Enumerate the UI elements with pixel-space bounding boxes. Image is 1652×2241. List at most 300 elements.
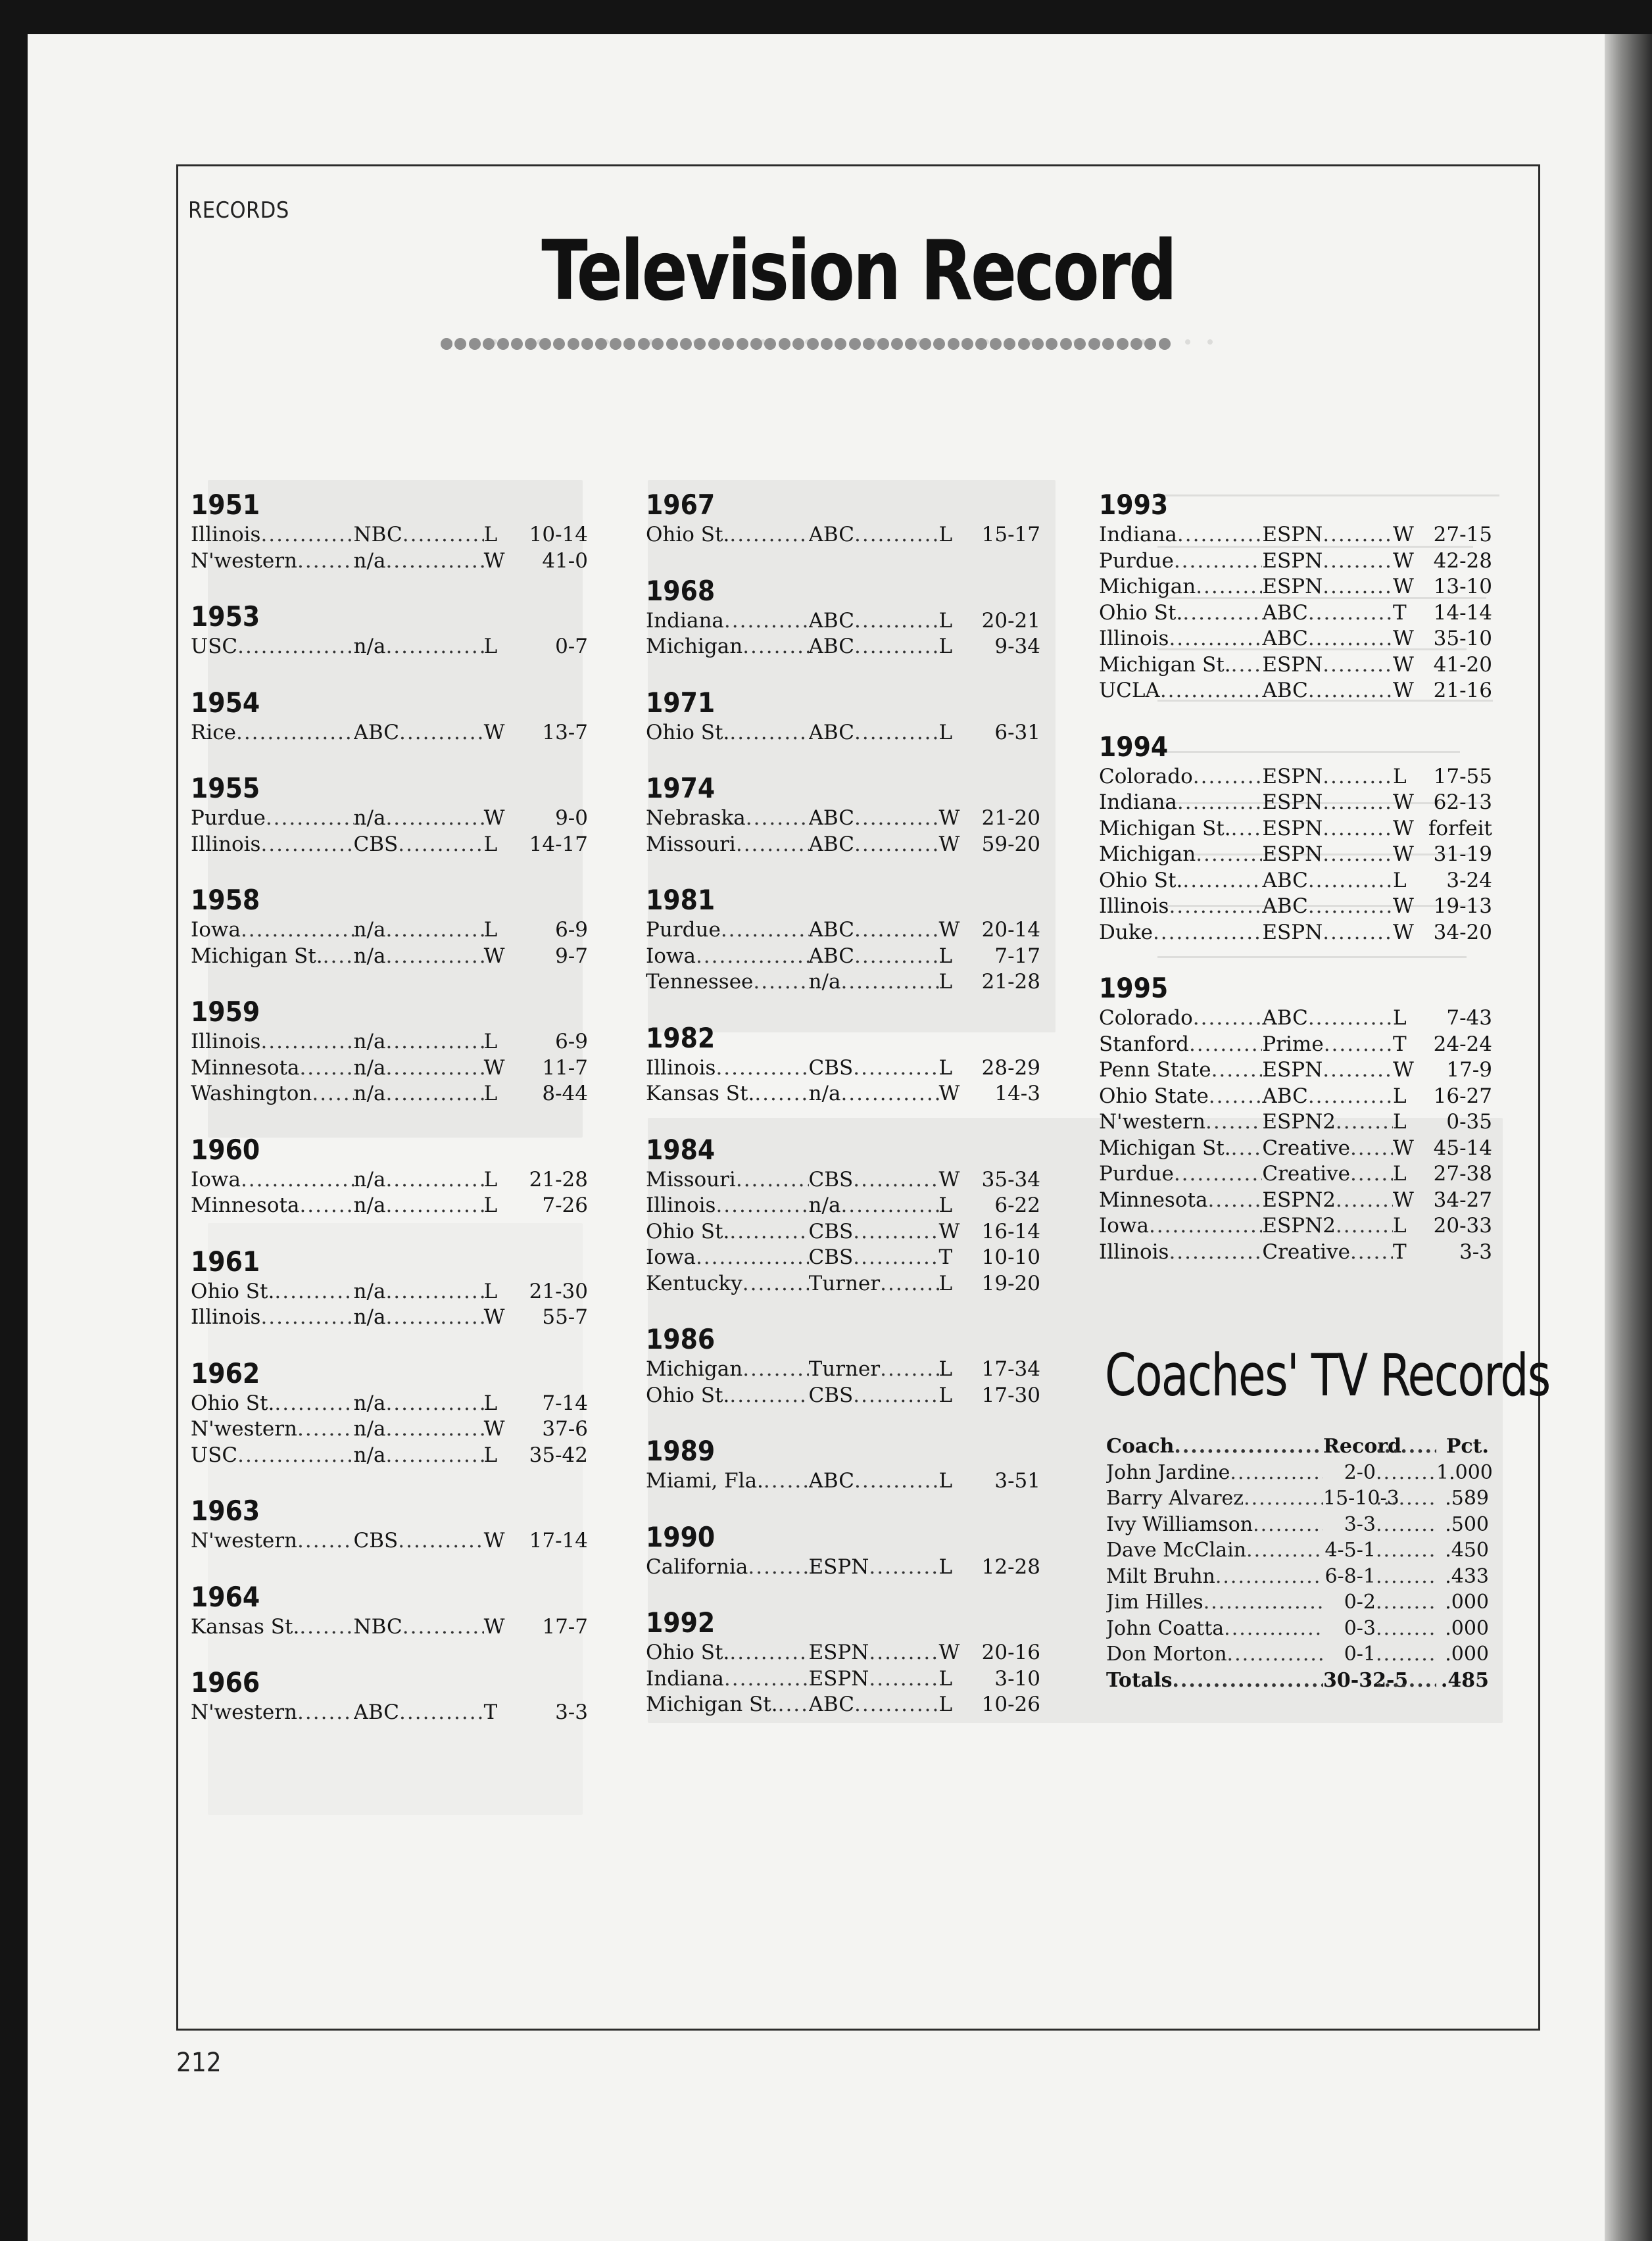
opponent-name: Purdue: [1099, 548, 1174, 573]
network-name: ABC: [1262, 627, 1308, 650]
game-result: W: [1393, 523, 1414, 546]
game-row: [1099, 522, 1492, 548]
dot-leader: [721, 917, 809, 944]
network-name: ABC: [1262, 1006, 1308, 1030]
dot-leader: [736, 832, 809, 858]
network-cell: [1262, 790, 1393, 816]
network-cell: [354, 1167, 484, 1193]
page-title: Television Record: [541, 222, 1175, 319]
coach-pct: .500: [1445, 1512, 1489, 1536]
pct-column-header: Pct.: [1446, 1435, 1489, 1458]
coach-cell: [1106, 1564, 1323, 1590]
opponent-cell: [1099, 1136, 1262, 1162]
year-block: [191, 1246, 588, 1331]
opponent-cell: [646, 608, 809, 635]
network-cell: [809, 944, 939, 970]
opponent-name: USC: [191, 1443, 238, 1467]
network-cell: [1262, 1084, 1393, 1110]
game-result: T: [1393, 1032, 1407, 1056]
coach-cell: [1106, 1616, 1323, 1642]
opponent-name: Tennessee: [646, 970, 754, 994]
opponent-cell: [1099, 790, 1262, 816]
game-result: W: [483, 1417, 505, 1441]
dot-leader: [1174, 548, 1263, 575]
opponent-name: Michigan St.: [646, 1693, 778, 1716]
opponent-name: N'western: [191, 1529, 298, 1553]
dot-leader: [1177, 790, 1262, 816]
game-row: [191, 548, 588, 575]
opponent-cell: [1099, 548, 1262, 575]
game-row: [1099, 868, 1492, 894]
dot-leader: [1231, 1136, 1263, 1162]
game-score: 7-26: [542, 1193, 588, 1217]
game-result: W: [1393, 1188, 1414, 1212]
game-score: 20-33: [1433, 1214, 1492, 1238]
dot-leader: [1376, 1537, 1436, 1564]
game-score: 20-16: [981, 1641, 1041, 1664]
opponent-name: N'western: [1099, 1110, 1206, 1134]
opponent-cell: [646, 1383, 809, 1409]
dot-leader: [1376, 1616, 1436, 1642]
game-row: [191, 832, 588, 858]
game-result: W: [938, 806, 960, 830]
dot-leader: [854, 720, 939, 746]
dot-leader: [1205, 1109, 1262, 1136]
game-result: L: [483, 635, 498, 658]
dot-leader: [385, 1391, 483, 1417]
dot-leader: [266, 806, 354, 832]
network-cell: [354, 1081, 484, 1107]
opponent-cell: [1099, 1213, 1262, 1240]
network-cell: [354, 944, 484, 970]
network-name: ESPN: [1262, 652, 1323, 677]
dot-leader: [260, 522, 353, 548]
network-name: Turner: [808, 1357, 881, 1381]
network-cell: [1262, 816, 1393, 842]
opponent-cell: [1099, 816, 1262, 842]
dot-leader: [274, 1279, 353, 1305]
dot-leader: [1308, 626, 1393, 652]
network-cell: [354, 1443, 484, 1469]
network-name: CBS: [808, 1167, 854, 1192]
game-row: [646, 1167, 1040, 1193]
network-name: ABC: [1262, 868, 1308, 892]
year-block: [191, 489, 588, 574]
dot-leader: [746, 806, 809, 832]
network-name: ESPN: [808, 1641, 869, 1664]
network-cell: [809, 1081, 939, 1107]
coach-cell: [1106, 1641, 1323, 1668]
game-score: 9-0: [555, 806, 588, 830]
year-block: [646, 1435, 1040, 1495]
game-score: 21-28: [529, 1167, 588, 1192]
dot-leader: [1177, 522, 1262, 548]
network-name: NBC: [353, 1614, 402, 1639]
opponent-cell: [1099, 1005, 1262, 1032]
game-row: [191, 1081, 588, 1107]
network-name: ESPN: [1262, 548, 1323, 573]
year-block: [646, 1607, 1040, 1718]
dot-leader: [1323, 816, 1393, 842]
network-cell: [354, 917, 484, 944]
game-score: 20-14: [981, 918, 1041, 942]
year-heading: 1971: [646, 686, 716, 719]
leader-cell: [1376, 1564, 1436, 1590]
dot-leader: [854, 634, 939, 660]
leader-cell: [1376, 1616, 1436, 1642]
opponent-cell: [1099, 1032, 1262, 1058]
game-result: W: [1393, 790, 1414, 814]
game-score: 19-20: [981, 1271, 1041, 1295]
network-name: Creative: [1262, 1162, 1350, 1186]
game-score: 3-10: [994, 1666, 1041, 1691]
network-name: n/a: [353, 1305, 386, 1329]
opponent-name: N'western: [191, 1417, 298, 1441]
section-label: RECORDS: [188, 197, 289, 224]
network-name: CBS: [808, 1055, 854, 1080]
dot-leader: [1308, 678, 1393, 704]
game-row: [646, 634, 1040, 660]
game-result: T: [938, 1245, 953, 1269]
opponent-cell: [1099, 1188, 1262, 1214]
game-result: L: [1393, 1162, 1407, 1186]
dot-leader: [237, 1443, 353, 1469]
game-score: 16-27: [1433, 1084, 1492, 1108]
dot-leader: [869, 1640, 938, 1666]
opponent-cell: [1099, 1240, 1262, 1266]
dot-leader: [1323, 764, 1393, 790]
network-cell: [354, 1614, 484, 1641]
opponent-name: Michigan St.: [191, 944, 323, 968]
network-name: n/a: [353, 548, 386, 573]
dot-leader: [716, 1055, 808, 1082]
dot-leader: [385, 1167, 483, 1193]
network-cell: [809, 1245, 939, 1271]
game-score: 35-34: [981, 1167, 1041, 1192]
coach-record: 2-0: [1344, 1460, 1376, 1484]
network-name: ABC: [1262, 679, 1308, 702]
opponent-cell: [1099, 522, 1262, 548]
year-block: [1099, 489, 1492, 704]
opponent-name: Minnesota: [191, 1055, 300, 1080]
opponent-name: Illinois: [1099, 627, 1169, 650]
opponent-name: Washington: [191, 1082, 312, 1105]
opponent-name: Ohio St.: [191, 1391, 275, 1415]
game-result: W: [483, 548, 505, 573]
network-cell: [1262, 868, 1393, 894]
record-column-2: [646, 489, 1040, 1745]
network-cell: [809, 1468, 939, 1495]
game-score: 16-14: [981, 1219, 1041, 1243]
opponent-cell: [646, 1219, 809, 1245]
coach-name: John Coatta: [1106, 1616, 1225, 1640]
game-result: L: [938, 635, 953, 658]
network-cell: [354, 1391, 484, 1417]
game-score: 55-7: [542, 1305, 588, 1329]
game-result: L: [483, 1391, 498, 1415]
network-name: n/a: [353, 1193, 386, 1217]
leader-cell: [1376, 1589, 1436, 1616]
network-name: Creative: [1262, 1240, 1350, 1264]
opponent-cell: [191, 1614, 354, 1641]
dot-leader: [853, 1219, 938, 1245]
opponent-name: N'western: [191, 1700, 298, 1724]
game-row: [1099, 1005, 1492, 1032]
network-name: ESPN2: [1262, 1214, 1336, 1238]
dot-leader: [1336, 1109, 1393, 1136]
game-result: L: [938, 720, 953, 744]
dot-leader: [260, 832, 353, 858]
year-heading: 1960: [191, 1133, 260, 1166]
opponent-name: Nebraska: [646, 806, 746, 830]
leader-cell: [1376, 1460, 1436, 1486]
network-name: Prime: [1262, 1032, 1324, 1056]
year-heading: 1993: [1099, 489, 1169, 521]
opponent-name: Michigan St.: [1099, 1136, 1231, 1160]
network-name: ABC: [808, 1693, 854, 1716]
game-score: 3-3: [555, 1700, 588, 1724]
game-result: W: [938, 1641, 960, 1664]
game-row: [191, 1279, 588, 1305]
year-heading: 1990: [646, 1520, 716, 1553]
opponent-name: Colorado: [1099, 1006, 1193, 1030]
game-result: W: [1393, 652, 1414, 677]
network-name: ABC: [808, 720, 854, 744]
game-result: L: [1393, 1214, 1407, 1238]
year-block: [646, 1324, 1040, 1409]
network-cell: [1262, 842, 1393, 868]
dot-leader: [398, 832, 483, 858]
game-row: [646, 969, 1040, 996]
dot-leader: [299, 1614, 353, 1641]
dot-leader: [1323, 574, 1393, 600]
network-cell: [809, 969, 939, 996]
year-heading: 1984: [646, 1133, 716, 1166]
game-score: 14-3: [994, 1082, 1041, 1105]
game-result: L: [483, 1082, 498, 1105]
dot-leader: [1308, 1005, 1393, 1032]
game-row: [646, 522, 1040, 548]
year-block: [191, 1495, 588, 1554]
game-result: W: [1393, 920, 1414, 944]
opponent-cell: [646, 1468, 809, 1495]
opponent-name: Ohio St.: [646, 720, 730, 744]
game-score: 62-13: [1433, 790, 1492, 814]
coach-record: 0-2: [1344, 1591, 1376, 1614]
network-name: ABC: [808, 832, 854, 856]
year-heading: 1974: [646, 772, 716, 804]
opponent-cell: [191, 1391, 354, 1417]
dot-leader: [385, 1416, 483, 1443]
opponent-cell: [191, 1193, 354, 1219]
record-column-header: Record: [1323, 1435, 1402, 1458]
opponent-name: Stanford: [1099, 1032, 1189, 1056]
game-score: 17-9: [1446, 1058, 1492, 1082]
network-name: Creative: [1262, 1136, 1350, 1160]
dot-leader: [1350, 1161, 1393, 1188]
opponent-cell: [191, 1305, 354, 1331]
opponent-name: Illinois: [191, 523, 261, 546]
coach-pct: .450: [1445, 1539, 1489, 1562]
dot-leader: [840, 1193, 938, 1219]
opponent-cell: [191, 832, 354, 858]
network-name: ESPN: [1262, 920, 1323, 944]
dot-leader: [853, 1245, 938, 1271]
dot-leader: [853, 1167, 938, 1193]
year-block: [191, 1581, 588, 1641]
dot-leader: [753, 969, 808, 996]
game-result: L: [483, 523, 498, 546]
opponent-cell: [1099, 678, 1262, 704]
network-name: ABC: [808, 806, 854, 830]
network-name: ESPN: [1262, 764, 1323, 788]
year-heading: 1989: [646, 1435, 716, 1467]
dot-leader: [1376, 1641, 1436, 1668]
coach-pct: 1.000: [1436, 1460, 1493, 1484]
network-cell: [809, 1554, 939, 1581]
year-block: [191, 687, 588, 746]
opponent-cell: [1099, 868, 1262, 894]
network-cell: [1262, 1213, 1393, 1240]
game-result: L: [483, 832, 498, 856]
game-result: L: [1393, 764, 1407, 788]
network-cell: [1262, 522, 1393, 548]
opponent-name: Illinois: [191, 1030, 261, 1053]
year-block: [191, 601, 588, 660]
network-cell: [1262, 1240, 1393, 1266]
game-result: W: [483, 806, 505, 830]
dot-leader: [385, 634, 483, 660]
year-block: [191, 1358, 588, 1469]
opponent-name: Michigan St.: [1099, 652, 1231, 677]
dot-leader: [1323, 522, 1393, 548]
network-name: CBS: [353, 832, 399, 856]
opponent-name: Iowa: [646, 944, 696, 968]
game-result: L: [483, 1030, 498, 1053]
dot-leader: [1308, 600, 1393, 627]
game-row: [1099, 1188, 1492, 1214]
opponent-name: Ohio St.: [646, 523, 730, 546]
opponent-name: N'western: [191, 548, 298, 573]
opponent-cell: [191, 720, 354, 746]
opponent-name: Michigan: [646, 1357, 743, 1381]
opponent-name: Purdue: [646, 918, 721, 942]
game-row: [646, 917, 1040, 944]
opponent-name: Minnesota: [191, 1193, 300, 1217]
dot-leader: [1336, 1213, 1393, 1240]
year-heading: 1953: [191, 600, 260, 633]
dot-leader: [1350, 1240, 1393, 1266]
game-score: 9-7: [555, 944, 588, 968]
dot-leader: [385, 1305, 483, 1331]
opponent-cell: [646, 806, 809, 832]
network-cell: [809, 1640, 939, 1666]
network-cell: [809, 806, 939, 832]
game-result: W: [1393, 842, 1414, 866]
dot-leader: [1323, 920, 1393, 946]
game-score: 3-24: [1446, 868, 1492, 892]
dot-leader: [840, 1081, 938, 1107]
network-cell: [354, 720, 484, 746]
game-row: [191, 1055, 588, 1082]
dot-leader: [840, 969, 938, 996]
game-row: [1099, 1057, 1492, 1084]
game-row: [646, 608, 1040, 635]
game-result: W: [938, 832, 960, 856]
network-name: ABC: [1262, 1084, 1308, 1108]
page-number: 212: [176, 2048, 222, 2078]
game-row: [191, 1305, 588, 1331]
game-row: [646, 720, 1040, 746]
coach-row: [1106, 1564, 1489, 1590]
opponent-cell: [646, 1640, 809, 1666]
year-block: [191, 1134, 588, 1219]
network-name: ESPN: [808, 1666, 869, 1691]
dot-leader: [297, 1528, 354, 1554]
game-result: W: [1393, 627, 1414, 650]
coach-record: 0-3: [1344, 1616, 1376, 1640]
network-name: ABC: [808, 608, 854, 633]
dot-leader: [854, 1468, 939, 1495]
dot-leader: [237, 634, 353, 660]
opponent-name: Iowa: [1099, 1214, 1149, 1238]
dot-leader: [385, 1055, 483, 1082]
opponent-name: Indiana: [646, 1666, 724, 1691]
game-score: forfeit: [1428, 816, 1492, 840]
game-row: [1099, 894, 1492, 920]
game-score: 19-13: [1433, 894, 1492, 918]
network-name: n/a: [353, 635, 386, 658]
dot-leader: [297, 548, 354, 575]
game-row: [646, 1383, 1040, 1409]
dot-leader: [869, 1554, 938, 1581]
coach-record: 15-10-3: [1323, 1487, 1399, 1510]
coach-cell: [1106, 1512, 1323, 1538]
year-heading: 1963: [191, 1495, 260, 1527]
dot-leader: [385, 1081, 483, 1107]
game-row: [646, 1468, 1040, 1495]
network-name: ESPN: [1262, 842, 1323, 866]
game-score: 34-20: [1433, 920, 1492, 944]
opponent-cell: [1099, 920, 1262, 946]
game-row: [646, 1271, 1040, 1297]
dot-leader: [260, 1305, 353, 1331]
opponent-cell: [191, 1167, 354, 1193]
network-name: CBS: [808, 1245, 854, 1269]
opponent-name: Ohio State: [1099, 1084, 1209, 1108]
game-result: W: [483, 1529, 505, 1553]
title-dot-divider: [441, 335, 1171, 352]
year-block: [1099, 973, 1492, 1265]
dot-leader: [1209, 1084, 1263, 1110]
dot-leader: [1149, 1213, 1262, 1240]
dot-leader: [724, 1666, 809, 1693]
opponent-cell: [646, 1245, 809, 1271]
year-heading: 1986: [646, 1323, 716, 1355]
opponent-cell: [1099, 1057, 1262, 1084]
opponent-cell: [646, 634, 809, 660]
game-row: [191, 1443, 588, 1469]
game-score: 41-20: [1433, 652, 1492, 677]
dot-leader: [385, 806, 483, 832]
opponent-cell: [1099, 1161, 1262, 1188]
network-name: ABC: [808, 1469, 854, 1493]
dot-leader: [729, 1640, 808, 1666]
dot-leader: [297, 1416, 354, 1443]
game-score: 10-10: [981, 1245, 1041, 1269]
game-result: T: [1393, 1240, 1407, 1264]
opponent-cell: [1099, 1109, 1262, 1136]
